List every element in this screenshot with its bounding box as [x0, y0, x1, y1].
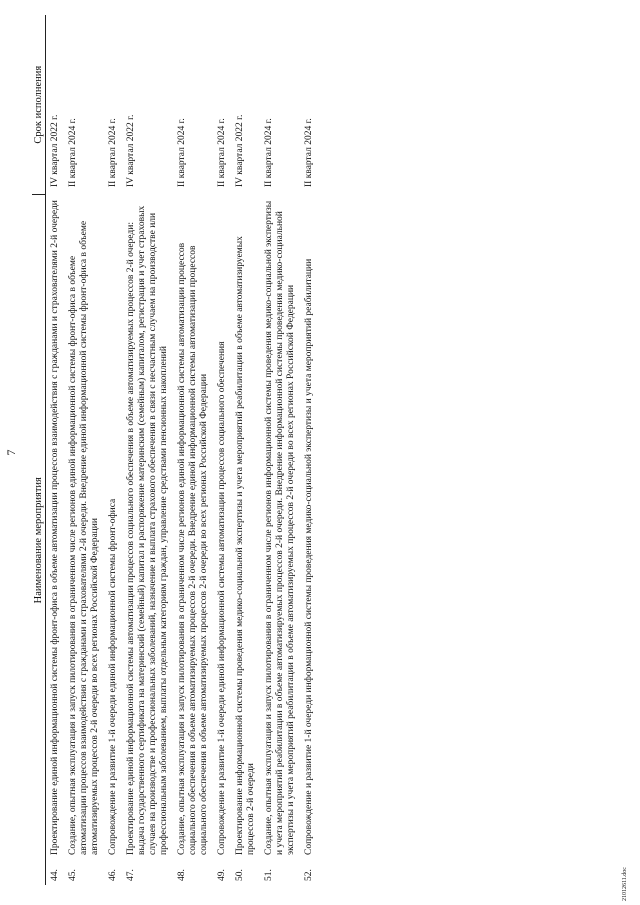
table-row [122, 15, 173, 885]
table-row [104, 15, 122, 885]
measure-name: Сопровождение и развитие 1-й очереди информационной системы проведения медико-социальной экспертизы и учета мероприятий реабилитации [304, 258, 314, 855]
row-number: 46. [108, 869, 118, 881]
row-number: 50. [235, 869, 245, 881]
header-measure-name: Наименование мероприятия [32, 195, 46, 885]
measure-name: Создание, опытная эксплуатация и запуск пилотирования в ограниченном числе регионов единой информационной системы автоматизации процессов социального обеспечения в объеме автоматизируемых процессов 2-й очереди. Внедрение единой информационной системы автоматизации процессов социального обеспечения в объеме автоматизируемых процессов 2-й очереди во всех регионах Российской Федерации [177, 242, 209, 855]
row-number: 51. [264, 869, 274, 881]
measure-name: Создание, опытная эксплуатация и запуск пилотирования в ограниченном числе регионов единой информационной системы фронт-офиса в объеме автоматизации процессов взаимодействия с гражданами и страхователями 2-й очереди. Внедрение единой информационной системы фронт-офиса в объеме автоматизируемых процессов 2-й очереди во всех регионах Российской Федерации [68, 220, 100, 855]
deadline: II квартал 2024 г. [304, 118, 314, 187]
page-number: 7 [4, 449, 18, 456]
deadline: II квартал 2024 г. [108, 118, 118, 187]
measure-name: Создание, опытная эксплуатация и запуск пилотирования в ограниченном числе регионов информационной системы проведения медико-социальной экспертизы и учета мероприятий реабилитации в объеме автоматизируемых процессов 2-й очереди. Внедрение информационной системы проведения медико-социальной экспертизы и учета мероприятий реабилитации в объеме автоматизируемых процессов 2-й очереди во всех регионах Российской Федерации [264, 200, 296, 855]
header-deadline: Срок исполнения [32, 15, 46, 195]
table-body [46, 15, 319, 885]
measures-table [32, 15, 318, 885]
measure-name: Проектирование единой информационной системы автоматизации процессов социального обеспечения в объеме автоматизируемых процессов 2-й очереди: выдача государственного сертификата на материнский (семейный) капитал и распоряжение материнским (семейным) капиталом, регистрация и учет страховых случаев на производстве и профессиональных заболеваний, назначение и выплата страхового обеспечения в связи с несчастным случаем на производстве или профессиональным заболеванием, выплаты отдельным категориям граждан, управление средствами пенсионных накоплений [126, 205, 169, 855]
measure-name: Проектирование единой информационной системы фронт-офиса в объеме автоматизации процессов взаимодействия с гражданами и страхователями 2-й очереди [50, 200, 60, 855]
deadline: IV квартал 2022 г. [50, 114, 60, 187]
row-number: 45. [68, 869, 78, 881]
table-header-row [32, 15, 46, 885]
deadline: II квартал 2024 г. [68, 118, 78, 187]
deadline: II квартал 2024 г. [177, 118, 187, 187]
deadline: IV квартал 2022 г. [235, 114, 245, 187]
table-row [213, 15, 231, 885]
row-number: 47. [126, 869, 136, 881]
deadline: II квартал 2024 г. [264, 118, 274, 187]
table-row [231, 15, 260, 885]
table-row [64, 15, 104, 885]
deadline: IV квартал 2022 г. [126, 114, 136, 187]
row-number: 44. [50, 869, 60, 881]
row-number: 49. [217, 869, 227, 881]
table-row [300, 15, 318, 885]
deadline: II квартал 2024 г. [217, 118, 227, 187]
row-number: 52. [304, 869, 314, 881]
table-row [173, 15, 213, 885]
measure-name: Проектирование информационной системы проведения медико-социальной экспертизы и учета мероприятий реабилитации в объеме автоматизируемых процессов 2-й очереди [235, 236, 256, 855]
table-row [46, 15, 65, 885]
measure-name: Сопровождение и развитие 1-й очереди единой информационной системы автоматизации процессов социального обеспечения [217, 341, 227, 855]
footer-doc-code: 21012611.doc [622, 867, 628, 901]
measure-name: Сопровождение и развитие 1-й очереди единой информационной системы фронт-офиса [108, 498, 118, 855]
table-row [260, 15, 300, 885]
row-number: 48. [177, 869, 187, 881]
